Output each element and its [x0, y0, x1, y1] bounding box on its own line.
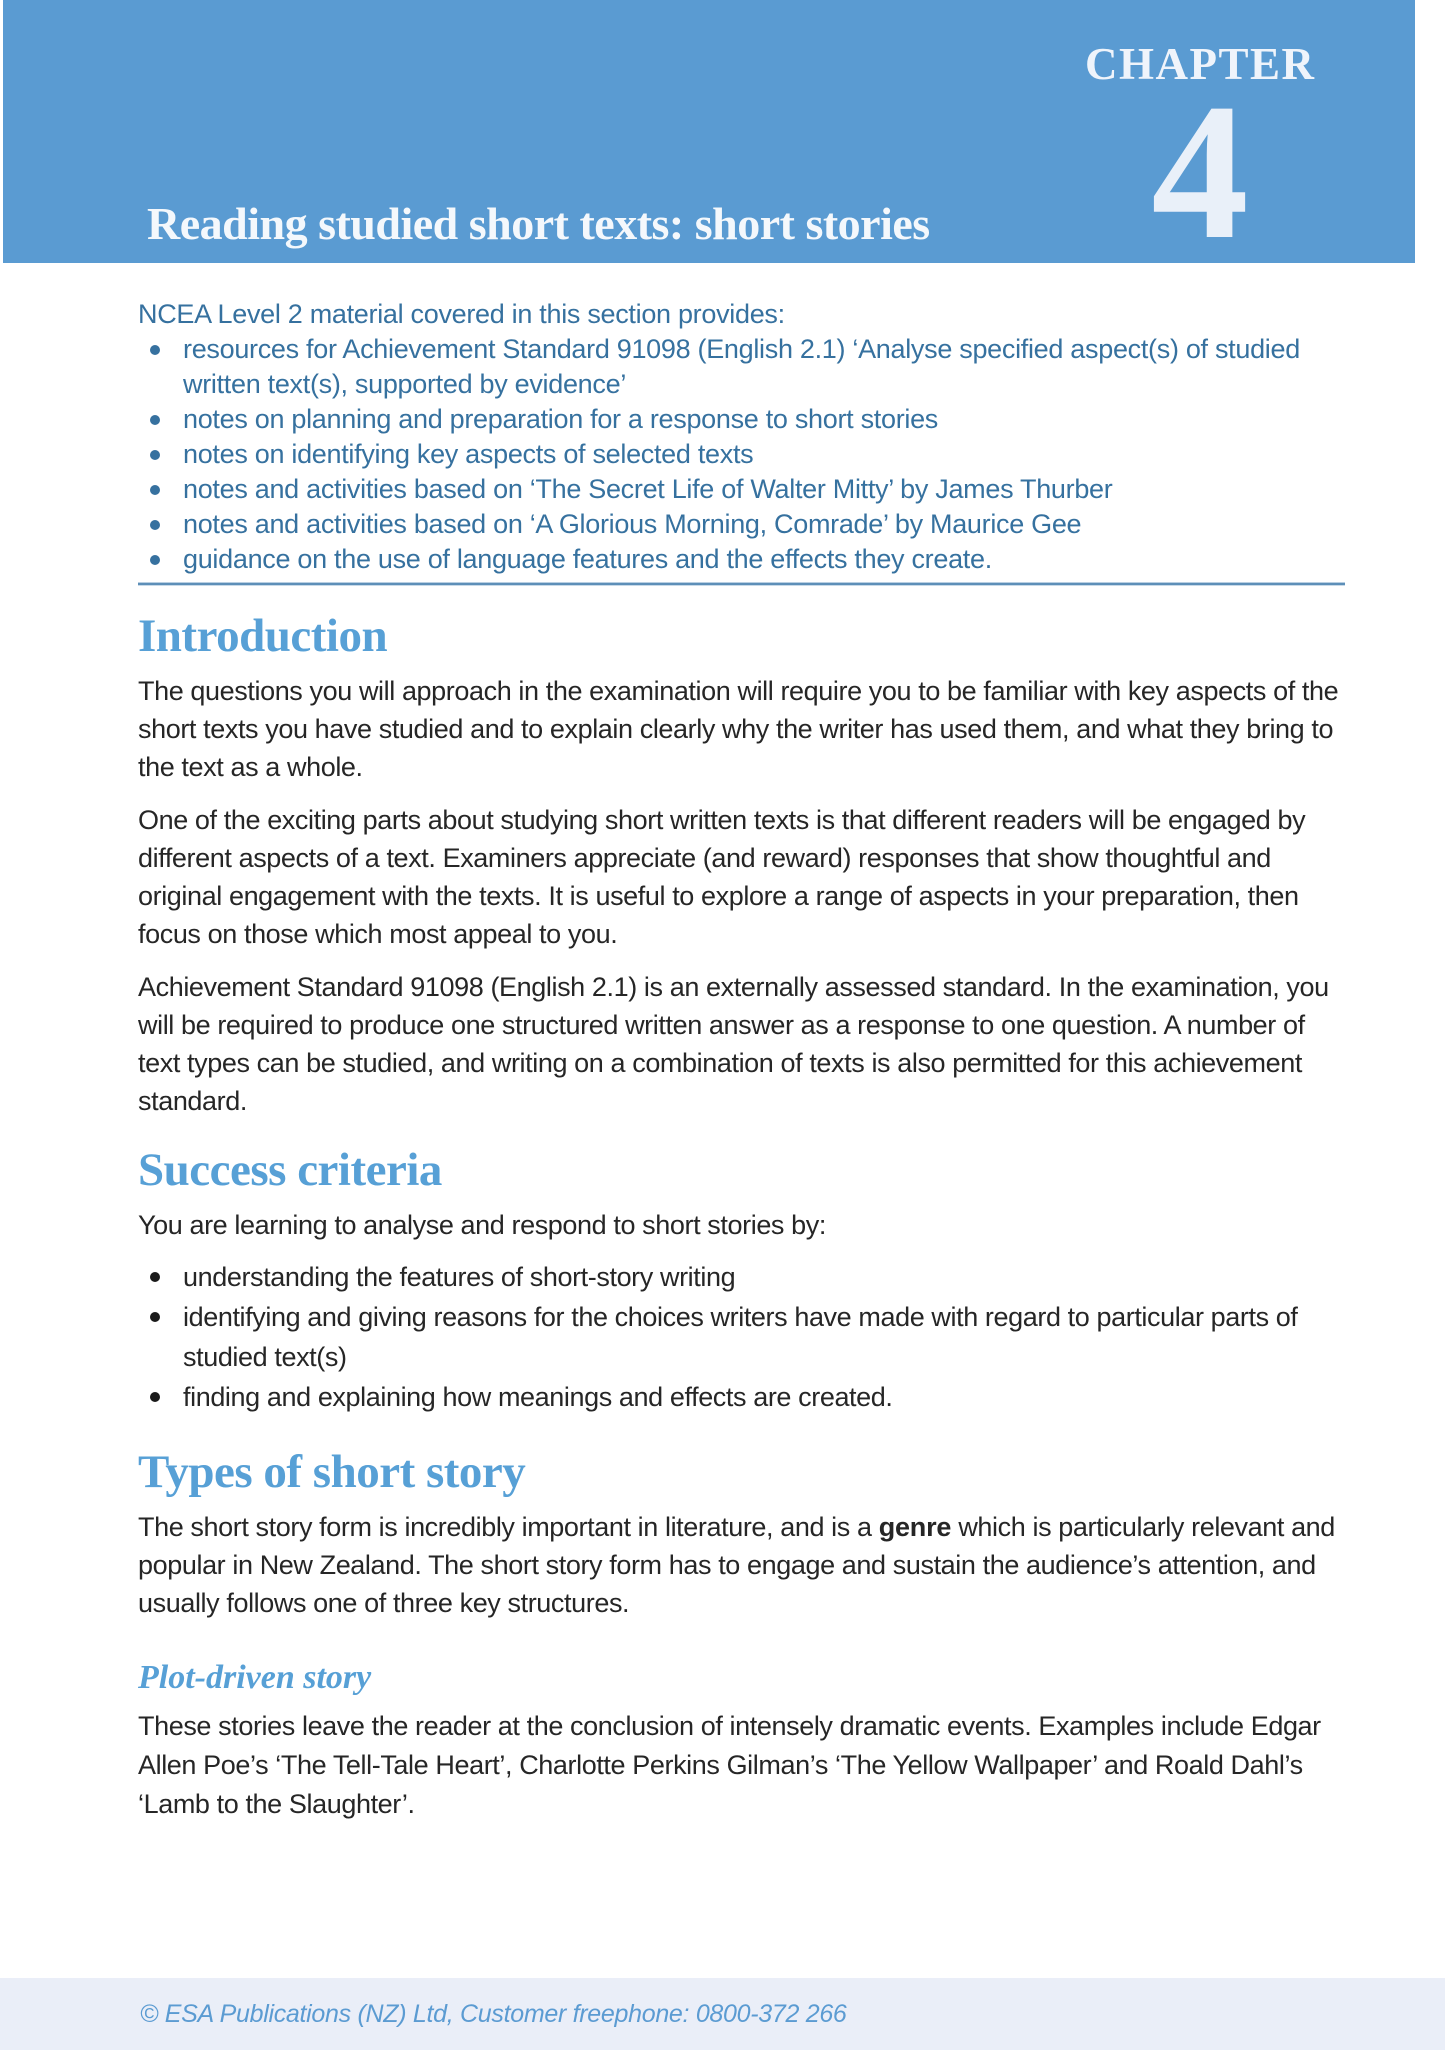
list-item-text: understanding the features of short-story writing: [183, 1262, 736, 1292]
list-item-text: identifying and giving reasons for the choices writers have made with regard to particular parts of studied text(s): [183, 1302, 1298, 1372]
chapter-label: CHAPTER: [1085, 39, 1316, 89]
list-item: [138, 507, 1345, 542]
list-item-text: notes on planning and preparation for a response to short stories: [183, 404, 938, 434]
list-item-text: finding and explaining how meanings and effects are created.: [183, 1382, 893, 1412]
list-item: [138, 1297, 1345, 1377]
bullet-icon: [150, 485, 160, 495]
success-criteria-lead: You are learning to analyse and respond to short stories by:: [138, 1210, 826, 1240]
paragraph: Achievement Standard 91098 (English 2.1) is an externally assessed standard. In the examination, you will be required to produce one structured written answer as a response to one question. A number of text types can be studied, and writing on a combination of texts is also permitted for this achievement standard.: [138, 972, 1329, 1116]
chapter-block: [1085, 39, 1316, 280]
bullet-icon: [150, 345, 160, 355]
list-item: [138, 332, 1345, 402]
bullet-icon: [150, 555, 160, 565]
paragraph-text: The short story form is incredibly important in literature, and is a: [138, 1512, 879, 1542]
bullet-icon: [150, 520, 160, 530]
list-item: [138, 472, 1345, 507]
page-title: Reading studied short texts: short stories: [147, 198, 930, 249]
section-heading-introduction: Introduction: [138, 610, 388, 662]
success-criteria-list: [138, 1257, 1345, 1417]
paragraph: One of the exciting parts about studying short written texts is that different readers will be engaged by different aspects of a text. Examiners appreciate (and reward) responses that show thoughtful and original engagement with the texts. It is useful to explore a range of aspects in your preparation, then focus on those which most appeal to you.: [138, 805, 1306, 949]
list-item-text: notes and activities based on ‘The Secret Life of Walter Mitty’ by James Thurber: [183, 474, 1113, 504]
bullet-icon: [150, 1312, 160, 1322]
list-item: [138, 437, 1345, 472]
page-content: [0, 263, 1445, 1839]
bullet-icon: [150, 1392, 160, 1402]
bullet-icon: [150, 1272, 160, 1282]
section-heading-success-criteria: Success criteria: [138, 1144, 442, 1196]
bullet-icon: [150, 450, 160, 460]
chapter-banner: [3, 0, 1415, 280]
list-item-text: guidance on the use of language features and the effects they create.: [183, 544, 992, 574]
subsection-heading-plot-driven-story: Plot-driven story: [138, 1659, 372, 1696]
paragraph-text: which is particularly relevant and popular in New Zealand. The short story form has to engage and sustain the audience’s attention, and usually follows one of three key structures.: [138, 1512, 1335, 1618]
list-item: [138, 1257, 1345, 1297]
list-item-text: notes on identifying key aspects of selected texts: [183, 439, 754, 469]
list-item-text: notes and activities based on ‘A Glorious Morning, Comrade’ by Maurice Gee: [183, 509, 1082, 539]
list-item-text: resources for Achievement Standard 91098 (English 2.1) ‘Analyse specified aspect(s) of studied written text(s), supported by evidence’: [183, 334, 1300, 399]
paragraph: [138, 1508, 1345, 1622]
bold-term-genre: genre: [878, 1512, 952, 1542]
paragraph: The questions you will approach in the examination will require you to be familiar with key aspects of the short texts you have studied and to explain clearly why the writer has used them, and what they bring to the text as a whole.: [138, 676, 1339, 782]
list-item: [138, 542, 1345, 577]
bullet-icon: [150, 415, 160, 425]
ncea-lead: NCEA Level 2 material covered in this section provides:: [138, 299, 785, 329]
paragraph: These stories leave the reader at the conclusion of intensely dramatic events. Examples include Edgar Allen Poe’s ‘The Tell-Tale Heart’, Charlotte Perkins Gilman’s ‘The Yellow Wallpaper’ and Roald Dahl’s ‘Lamb to the Slaughter’.: [138, 1711, 1321, 1819]
section-divider: [138, 582, 1345, 586]
footer-copyright-text: © ESA Publications (NZ) Ltd, Customer freephone: 0800-372 266: [140, 1999, 847, 2028]
list-item: [138, 1377, 1345, 1417]
chapter-number: 4: [1151, 64, 1249, 280]
list-item: [138, 402, 1345, 437]
ncea-intro-list: [138, 297, 1345, 577]
section-heading-types-of-short-story: Types of short story: [138, 1446, 526, 1498]
page-footer: [0, 1978, 1445, 2050]
